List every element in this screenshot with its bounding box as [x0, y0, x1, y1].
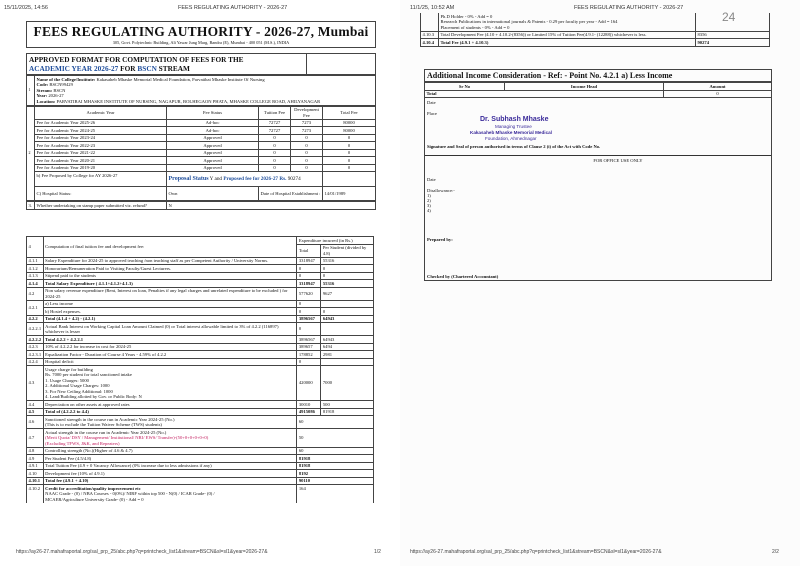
office-use-label: FOR OFFICE USE ONLY: [593, 158, 643, 163]
col-sr-no: Sr No: [425, 83, 505, 91]
additional-income-total-row: [425, 90, 771, 98]
hospital-date-value: 14/01/1989: [323, 187, 376, 201]
row-per-student: 64943: [321, 336, 374, 344]
row-desc: Development fee (10% of 4.9.1): [43, 470, 297, 478]
computation-row-total: [27, 477, 374, 485]
row-year: Fee for Academic Year 2021-22: [35, 149, 167, 157]
row-value: 8192: [297, 470, 374, 478]
computation-header-row: [27, 237, 374, 245]
row-per-student: 0: [321, 272, 374, 280]
year-label: Year:: [36, 93, 48, 99]
row-total: 0: [297, 323, 321, 336]
row-desc: Total 4.2.2 + 4.2.2.1: [43, 336, 297, 344]
row-value: 81918: [297, 462, 374, 470]
approved-format-heading: [27, 54, 375, 75]
office-date-label: Date: [427, 177, 436, 182]
code-label: Code:: [36, 82, 49, 88]
row-total: 0: [323, 134, 376, 142]
col-fee-status: Fee Status: [167, 106, 259, 119]
row-desc: [43, 429, 297, 448]
strength-row: [27, 429, 374, 448]
row-value: 81918: [297, 455, 374, 463]
year-value: 2026-27: [48, 93, 64, 99]
print-datetime: 15/11/2025, 14:56: [4, 5, 48, 11]
row-num: 4.2.2.2: [28, 336, 42, 342]
row-num: 4.3: [27, 366, 44, 401]
row-total: 0: [323, 164, 376, 172]
row-per-student: 81918: [321, 408, 374, 416]
row-status: Ad-hoc: [167, 127, 259, 135]
computation-row: [27, 351, 374, 359]
row-num: 4.1.3: [27, 272, 44, 280]
row-desc: Total Tuition Fee (4.9 + 0 Vacancy Allowance) (0% increase due to less admissions if any): [43, 462, 297, 470]
undertaking-answer: N: [167, 202, 376, 209]
row-desc: Hospital deficit: [43, 358, 297, 366]
col-amount: Amount: [664, 83, 772, 91]
computation-row-total: [27, 336, 374, 344]
row-total: 577620: [297, 287, 321, 300]
row-total: 3318947: [297, 280, 321, 288]
usage-line: 1. Usage Charges: 5000: [45, 377, 89, 383]
row-desc: Depreciation on other assets at approved rates: [43, 401, 297, 409]
row-value: 164: [297, 485, 374, 503]
section-num: 2: [27, 106, 35, 201]
row-total: 4915086: [297, 408, 321, 416]
page-2: [400, 0, 800, 566]
row-num: 4.2.3: [27, 343, 44, 351]
col-development-fee: Development Fee: [291, 106, 323, 119]
row-desc: Salary Expenditure for 2024-25 to approved teaching /non teaching staff as per Competent Authority / University Norms.: [43, 257, 297, 265]
row-total: 80000: [323, 127, 376, 135]
row-desc: Equalization Factor - Duration of Course 4 Years - 4.59% of 4.2.2: [43, 351, 297, 359]
row-status: Approved: [167, 157, 259, 165]
page-number: 1/2: [374, 549, 381, 555]
row-desc: Stipend paid to the students: [43, 272, 297, 280]
total-value: 0: [664, 90, 772, 98]
computation-row: [421, 31, 770, 39]
college-value: Kakasaheb Mhaske Memorial Medical Foundation, Parvatibai Mhaske Institute Of Nursing: [96, 76, 265, 82]
location-line: [37, 99, 374, 105]
fee-history-row: [27, 119, 375, 127]
stamp-designation: Managing Trustee: [495, 124, 532, 129]
row-desc: Total of (4.2.2.2 to 4.4): [43, 408, 297, 416]
desc-line: Actual strength in the course run in Academic Year 2024-25 (No.): [45, 429, 167, 435]
computation-row: [27, 265, 374, 273]
row-tuition: 0: [259, 164, 291, 172]
quota-breakdown: (Merit Quota/ DSY / Management/ Institutional/ NRI/ EWS/ Transfer)-(50+0+0+0+0+0): [45, 435, 209, 440]
row-value: 90274: [696, 39, 770, 47]
row-per-student: [321, 323, 374, 336]
college-label: Name of the College/Institute:: [36, 76, 96, 82]
computation-row: [27, 470, 374, 478]
row-desc: Total Salary Expenditure ( 4.1.1+4.1.2+4.1.3): [43, 280, 297, 288]
handwritten-page-mark: 24: [722, 10, 736, 24]
row-status: Approved: [167, 142, 259, 150]
row-num: 4.2.1: [27, 300, 44, 315]
fee-history-row: [27, 164, 375, 172]
row-desc: Total (4.1.4 + 4.2) - (4.2.1): [43, 315, 297, 323]
row-total: 0: [323, 157, 376, 165]
disallowance-label: Disallowance:-: [427, 188, 455, 193]
row-development: 0: [291, 164, 323, 172]
row-tuition: 72727: [259, 127, 291, 135]
usage-line: Rs. 7000 per student for total sanctioned intake: [45, 372, 132, 377]
computation-row: [27, 447, 374, 455]
row-desc: b) Hostel expenses.: [43, 308, 297, 316]
hospital-status-value: Own: [167, 187, 259, 201]
additional-income-header: [425, 83, 771, 91]
computation-row: [27, 308, 374, 316]
disallowance-item: 4): [427, 208, 431, 213]
row-status: Approved: [167, 149, 259, 157]
row-total: 0: [297, 308, 321, 316]
credit-continued-desc: [439, 13, 696, 31]
section-num: 3.: [27, 202, 35, 209]
row-year: Fee for Academic Year 2025-26: [35, 119, 167, 127]
row-desc: 10% of 4.2.2.2 for increase in cost for 2024-25: [43, 343, 297, 351]
row-num: 4.10.3: [421, 31, 439, 39]
row-total: 420000: [297, 366, 321, 401]
row-value: 60: [297, 416, 374, 429]
place-label: Place: [427, 111, 437, 116]
computation-row: [27, 462, 374, 470]
row-total: 0: [297, 265, 321, 273]
usage-line: 2. Additional Usage Charges: 1000: [45, 383, 110, 388]
fee-history-header: [27, 106, 375, 119]
stream-value: BSCN: [53, 87, 66, 93]
computation-row: [27, 300, 374, 308]
row-status: Ad-hoc: [167, 119, 259, 127]
row-num: 4.10.4: [421, 39, 439, 47]
row-desc: [43, 416, 297, 429]
row-status: Approved: [167, 164, 259, 172]
computation-row: [27, 272, 374, 280]
row-num: 4.9: [27, 455, 44, 463]
row-year: Fee for Academic Year 2024-25: [35, 127, 167, 135]
col-total: Total: [297, 244, 321, 257]
date-label: Date: [427, 100, 436, 105]
row-num: 4.2.4: [27, 358, 44, 366]
undertaking-table: [27, 201, 375, 209]
row-tuition: 0: [259, 157, 291, 165]
row-num: 4.8: [27, 447, 44, 455]
college-info-table: [27, 75, 375, 106]
proposed-fee-label: b) Fee Proposed by College for AY 2026-27: [35, 172, 167, 187]
row-num: 4.2.2.1: [27, 323, 44, 336]
computation-row-total: [27, 280, 374, 288]
continued-computation-table: [420, 13, 770, 47]
computation-row: [27, 455, 374, 463]
computation-row: [27, 358, 374, 366]
row-per-student: 500: [321, 401, 374, 409]
row-total: 178852: [297, 351, 321, 359]
signature-area: [425, 98, 771, 155]
total-label: Total: [425, 90, 664, 98]
row-year: Fee for Academic Year 2022-23: [35, 142, 167, 150]
row-num: 4.7: [27, 429, 44, 448]
undertaking-question: Whether undertaking on stamp paper submitted viz. refund?: [35, 202, 167, 209]
disallowance-item: 1): [427, 193, 431, 198]
row-desc: Total Fee (4.9.1 + 4.10.3): [439, 39, 696, 47]
undertaking-row: [27, 202, 375, 209]
credit-line: Research Publications in international journals & Patents - 0.29 per faculty per year - Add = 164: [440, 19, 618, 24]
row-per-student: 6494: [321, 343, 374, 351]
section-num: 4: [27, 237, 44, 258]
stream-text: BSCN: [137, 64, 157, 74]
computation-row: [27, 343, 374, 351]
approved-format-line2: [29, 64, 304, 73]
row-total: 3318947: [297, 257, 321, 265]
fee-history-row: [27, 134, 375, 142]
stamp-name: Dr. Subhash Mhaske: [480, 116, 549, 123]
footer-url[interactable]: https://ay26-27.mahafraportal.org/sal_prp_25/abc.php?q=printcheck_list1&stream=BSCN&sl=sl1&year=2026-27&: [410, 549, 662, 555]
computation-row-total: [421, 39, 770, 47]
continued-credit-row: [421, 13, 770, 31]
row-num: 4.2.2: [27, 315, 44, 323]
strength-row: [27, 416, 374, 429]
row-total: 30010: [297, 401, 321, 409]
row-tuition: 0: [259, 134, 291, 142]
credit-line: MCAER/Agriculture University Grade- (0) - Add = 0: [45, 496, 144, 502]
row-desc: Non salary revenue expenditure (Rent, Interest on loan, Penalties if any legal charges and unrelated expenditure to be excluded ) for 2024-25: [43, 287, 297, 300]
row-development: 0: [291, 142, 323, 150]
proposal-status-cell: [167, 172, 323, 187]
row-year: Fee for Academic Year 2020-21: [35, 157, 167, 165]
row-total: 3896567: [297, 315, 321, 323]
signature-label: Signature and Seal of person authorised in terms of Clause 2 (i) of the Act with Code No.: [427, 144, 601, 149]
computation-row-total: [27, 408, 374, 416]
proposal-status-label: Proposal Status: [168, 175, 209, 182]
location-label: Location:: [36, 98, 56, 104]
hospital-status-row: [27, 187, 375, 201]
row-num: 4.4: [27, 401, 44, 409]
row-desc: Controlling strength (No.)(Higher of 4.6 & 4.7): [43, 447, 297, 455]
fee-history-row: [27, 157, 375, 165]
row-year: Fee for Academic Year 2019-20: [35, 164, 167, 172]
row-value: 50: [297, 429, 374, 448]
row-per-student: 2981: [321, 351, 374, 359]
row-total: 0: [323, 142, 376, 150]
row-development: 7273: [291, 119, 323, 127]
row-development: 0: [291, 149, 323, 157]
row-total: 0: [297, 300, 321, 308]
row-development: 0: [291, 134, 323, 142]
desc-line: (This is to exclude the Tuition Waiver Scheme (TWS) students): [45, 422, 162, 427]
location-value: PARVATIBAI MHASKE INSTITUTE OF NURSING, NAGAPUR, BOLHEGAON PHATA, MHASKE COLLEGE ROAD, AHILYANAGAR: [56, 98, 321, 104]
disallowance-item: 2): [427, 198, 431, 203]
footer-url[interactable]: https://ay26-27.mahafraportal.org/sal_prp_25/abc.php?q=printcheck_list1&stream=BSCN&sl=sl1&year=2026-27&: [16, 549, 268, 555]
expenditure-header: Expenditure incurred (in Rs.): [297, 237, 374, 245]
row-total: 0: [323, 149, 376, 157]
print-header-title: FEES REGULATING AUTHORITY - 2026-27: [178, 5, 288, 11]
stamp-organization: Kakasaheb Mhaske Memorial Medical: [470, 130, 552, 135]
row-total: 3896567: [297, 336, 321, 344]
college-info-row: [27, 76, 375, 106]
proposed-fee-row: [27, 172, 375, 187]
col-tuition-fee: Tuition Fee: [259, 106, 291, 119]
blank-cell: [323, 172, 376, 187]
row-per-student: [321, 358, 374, 366]
row-per-student: 7000: [321, 366, 374, 401]
usage-charge-desc: [43, 366, 297, 401]
row-per-student: 9627: [321, 287, 374, 300]
stream-suffix-text: STREAM: [156, 64, 190, 74]
authority-title-box: [26, 21, 376, 48]
proposed-fee-for-label: Proposed fee for 2026-27 Rs.: [223, 175, 287, 182]
usage-line: Usage charge for building: [45, 366, 93, 372]
col-academic-year: Academic Year: [35, 106, 167, 119]
row-status: Approved: [167, 134, 259, 142]
fee-history-row: [27, 149, 375, 157]
office-use-area: [425, 155, 771, 280]
row-num: 4.10.1: [27, 477, 44, 485]
row-desc: Actual Bank Interest on Working Capital Loan Amount Claimed (0) or Total interest allowable limited to 3% of 4.2.2 (116897) whichever is lesser: [43, 323, 297, 336]
row-per-student: [321, 300, 374, 308]
credit-desc: [43, 485, 297, 503]
college-info-cell: [35, 76, 376, 106]
row-tuition: 72727: [259, 119, 291, 127]
authority-address: 305, Govt. Polytechnic Building, Ali Yawar Jung Marg, Bandra (E), Mumbai - 400 051 (M.S.), INDIA: [112, 40, 290, 45]
row-desc: Total Development Fee (4.10 + 4.10.2-(8356)) or Limited 15% of Tuition Fee(4.9.1- (12288)) whichever is less.: [439, 31, 696, 39]
row-num: 4.2: [27, 287, 44, 300]
computation-row: [27, 401, 374, 409]
additional-income-table: [425, 82, 771, 98]
additional-income-title: Additional Income Consideration - Ref: - Point No. 4.2.1 a) Less Income: [425, 70, 771, 82]
row-num: 4.9.1: [27, 462, 44, 470]
for-text: FOR: [118, 64, 138, 74]
print-datetime: 11/1/25, 10:52 AM: [410, 5, 455, 11]
row-desc: Per Student Fee (4.5/4.8): [43, 455, 297, 463]
col-total-fee: Total Fee: [323, 106, 376, 119]
usage-charge-row: [27, 366, 374, 401]
row-total: 80000: [323, 119, 376, 127]
heading-blank-cell: [307, 54, 375, 74]
row-total: 0: [297, 358, 321, 366]
credit-line: Placement of students - 0% - Add = 0: [440, 24, 510, 30]
usage-line: 4. Land/Building allotted by Gov. or Public Body: N: [45, 394, 142, 399]
approved-format-section: [26, 53, 376, 210]
checked-by-label: Checked by (Chartered Accountant): [427, 274, 499, 279]
row-tuition: 0: [259, 142, 291, 150]
row-total: 389657: [297, 343, 321, 351]
stamp-location: Foundation, Ahmednagar: [485, 136, 537, 141]
row-tuition: 0: [259, 149, 291, 157]
additional-income-section: [424, 69, 772, 281]
row-per-student: 55316: [321, 280, 374, 288]
row-num: 4.1.2: [27, 265, 44, 273]
fee-history-row: [27, 127, 375, 135]
credit-title: Credit for accreditation/quality improvement etc: [45, 485, 141, 491]
col-income-head: Income Head: [505, 83, 664, 91]
credit-row: [27, 485, 374, 503]
row-desc: Honorarium/Remuneration Paid to Visiting Faculty/Guest Lecturers.: [43, 265, 297, 273]
row-num: [421, 13, 439, 31]
hospital-date-label: Date of Hospital Establishment :: [259, 187, 323, 201]
computation-title: Computation of final tuition fee and development fee:: [43, 237, 297, 258]
row-value: 90110: [297, 477, 374, 485]
row-num: 4.10: [27, 470, 44, 478]
disallowance-item: 3): [427, 203, 431, 208]
row-num: 4.2.3.1: [28, 351, 42, 357]
row-desc: a) Less income: [43, 300, 297, 308]
print-header-title: FEES REGULATING AUTHORITY - 2026-27: [574, 5, 684, 11]
prepared-by-label: Prepared by:: [427, 237, 453, 242]
row-total: 0: [297, 272, 321, 280]
computation-row: [27, 287, 374, 300]
proposal-status-value: Y and: [208, 175, 224, 182]
fee-history-table: [27, 106, 375, 202]
hospital-status-label: C) Hospital Status:: [35, 187, 167, 201]
credit-line: Ph.D Holder - 0% - Add = 0: [440, 13, 493, 19]
academic-year-text: ACADEMIC YEAR 2026-27: [29, 64, 119, 74]
row-desc: Total fee (4.9.1 + 4.10): [43, 477, 297, 485]
section-num: 1: [27, 76, 35, 106]
fee-history-row: [27, 142, 375, 150]
row-year: Fee for Academic Year 2023-24: [35, 134, 167, 142]
code-value: BSCN99429: [49, 82, 73, 88]
row-num: 4.1.4: [27, 280, 44, 288]
approved-format-line1: APPROVED FORMAT FOR COMPUTATION OF FEES FOR THE: [29, 55, 244, 64]
row-num: 4.6: [27, 416, 44, 429]
row-num: 4.1.1: [27, 257, 44, 265]
row-per-student: 0: [321, 265, 374, 273]
row-per-student: 55316: [321, 257, 374, 265]
row-value: 8356: [696, 31, 770, 39]
row-development: 7273: [291, 127, 323, 135]
computation-row: [27, 257, 374, 265]
row-development: 0: [291, 157, 323, 165]
row-num: 4.5: [27, 408, 44, 416]
row-value: [696, 13, 770, 31]
credit-line: NAAC Grade - (0) / NBA Courses - 0(0%)/ NIRF within top 500 - N(0) / ICAR Grade- (0) /: [45, 491, 215, 496]
page-number: 2/2: [772, 549, 779, 555]
col-per-student: Per Student (divided by 4.8): [321, 244, 374, 257]
computation-row: [27, 323, 374, 336]
proposed-fee-value: 90274: [286, 175, 301, 182]
computation-row-total: [27, 315, 374, 323]
row-per-student: 64943: [321, 315, 374, 323]
authority-title: FEES REGULATING AUTHORITY - 2026-27, Mumbai: [33, 24, 369, 39]
row-per-student: 0: [321, 308, 374, 316]
row-num: 4.10.2: [27, 485, 44, 503]
desc-line: Sanctioned strength in the course run in Academic Year 2024-25 (No.): [45, 416, 175, 422]
exclusion-note: (Excluding TFWS, J&K, and Repeaters): [45, 440, 120, 446]
stream-label: Stream:: [36, 87, 53, 93]
row-value: 60: [297, 447, 374, 455]
usage-line: 3. For New Ceiling Additional: 1000: [45, 388, 113, 394]
computation-table: [26, 236, 374, 503]
